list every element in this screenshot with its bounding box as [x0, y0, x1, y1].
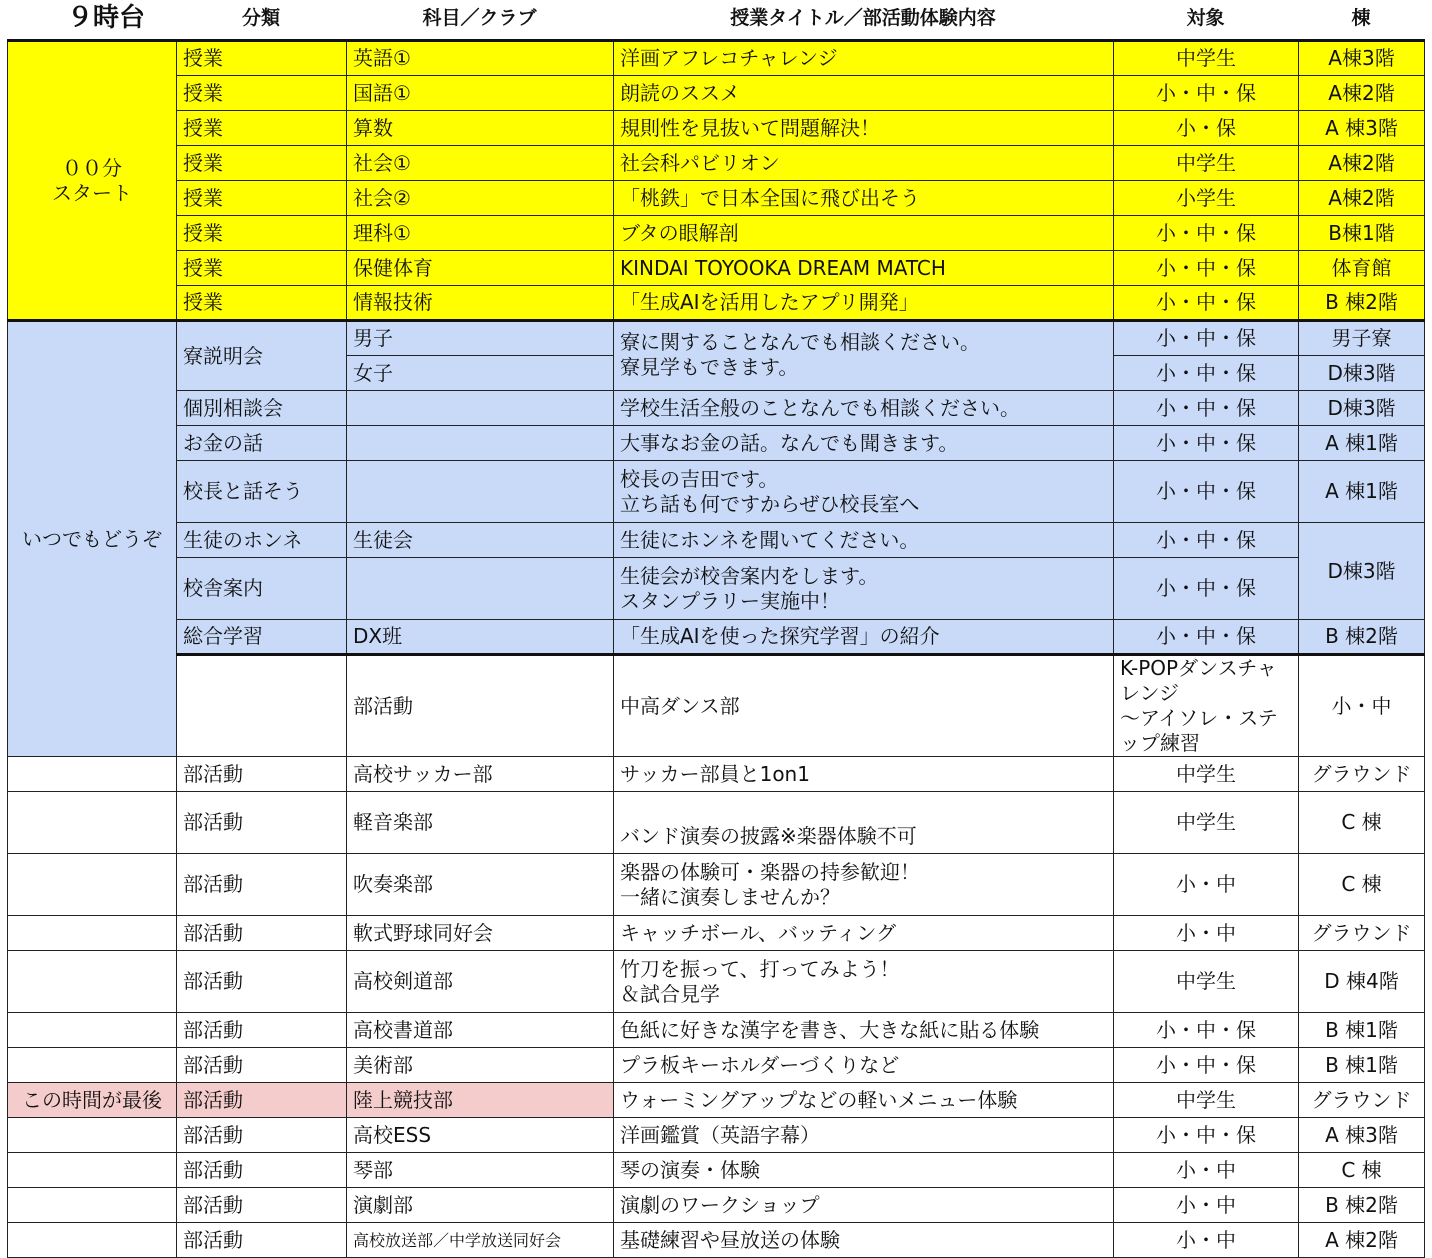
- building-cell: B 棟2階: [1299, 620, 1425, 655]
- category-cell: 校長と話そう: [177, 461, 347, 523]
- title-cell: 規則性を見抜いて問題解決！: [614, 111, 1114, 146]
- target-cell: 中学生: [1114, 757, 1299, 792]
- subject-cell: [347, 391, 614, 426]
- subject-cell: 保健体育: [347, 251, 614, 286]
- table-row: [8, 523, 1425, 558]
- category-cell: 部活動: [177, 1048, 347, 1083]
- building-cell: 体育館: [1299, 251, 1425, 286]
- subject-cell: DX班: [347, 620, 614, 655]
- title-cell: 洋画アフレコチャレンジ: [614, 41, 1114, 76]
- building-cell: A棟3階: [1299, 41, 1425, 76]
- target-cell: 小・中・保: [1114, 286, 1299, 321]
- building-cell: A 棟3階: [1299, 111, 1425, 146]
- group-label-cell: [8, 1223, 177, 1258]
- title-cell: プラ板キーホルダーづくりなど: [614, 1048, 1114, 1083]
- building-cell: グラウンド: [1299, 1083, 1425, 1118]
- subject-cell: 高校サッカー部: [347, 757, 614, 792]
- table-row: [8, 1048, 1425, 1083]
- category-cell: 総合学習: [177, 620, 347, 655]
- table-row: [8, 757, 1425, 792]
- category-cell: 部活動: [177, 1223, 347, 1258]
- category-cell: 部活動: [177, 1118, 347, 1153]
- table-row: [8, 426, 1425, 461]
- building-cell: D棟3階: [1299, 391, 1425, 426]
- subject-cell: [347, 558, 614, 620]
- category-cell: 部活動: [177, 1188, 347, 1223]
- table-row: [8, 391, 1425, 426]
- title-cell: 生徒会が校舎案内をします。 スタンプラリー実施中！: [614, 558, 1114, 620]
- category-cell: 部活動: [177, 1153, 347, 1188]
- building-cell: B 棟2階: [1299, 286, 1425, 321]
- target-cell: 中学生: [1114, 1083, 1299, 1118]
- target-cell: 小・中: [1114, 854, 1299, 916]
- subject-cell: 中高ダンス部: [614, 655, 1114, 757]
- subject-cell: [347, 461, 614, 523]
- title-cell: 生徒にホンネを聞いてください。: [614, 523, 1114, 558]
- table-row: [8, 461, 1425, 523]
- category-cell: 授業: [177, 41, 347, 76]
- target-cell: 小学生: [1114, 181, 1299, 216]
- col-header-category: 分類: [241, 7, 280, 29]
- category-cell: 部活動: [177, 854, 347, 916]
- table-row: [8, 146, 1425, 181]
- group-label-cell: [8, 1118, 177, 1153]
- group-label-cell: [177, 655, 347, 757]
- title-cell: ブタの眼解剖: [614, 216, 1114, 251]
- target-cell: 小・中: [1114, 1188, 1299, 1223]
- table-row: [8, 76, 1425, 111]
- category-cell: 授業: [177, 111, 347, 146]
- title-cell: 楽器の体験可・楽器の持参歓迎！ 一緒に演奏しませんか？: [614, 854, 1114, 916]
- title-cell: 校長の吉田です。 立ち話も何ですからぜひ校長室へ: [614, 461, 1114, 523]
- group-label-cell: [8, 854, 177, 916]
- table-row: [8, 620, 1425, 655]
- building-cell: グラウンド: [1299, 916, 1425, 951]
- category-cell: 寮説明会: [177, 321, 347, 391]
- target-cell: 小・中: [1114, 1223, 1299, 1258]
- target-cell: 小・中・保: [1114, 1118, 1299, 1153]
- subject-cell: 軽音楽部: [347, 792, 614, 854]
- title-cell: 「生成AIを活用したアプリ開発」: [614, 286, 1114, 321]
- title-cell: 朗読のススメ: [614, 76, 1114, 111]
- building-cell: 男子寮: [1299, 321, 1425, 356]
- table-row: [8, 558, 1425, 620]
- target-cell: 中学生: [1114, 146, 1299, 181]
- subject-cell: [347, 426, 614, 461]
- table-row: [8, 286, 1425, 321]
- title-cell: K-POPダンスチャレンジ 〜アイソレ・ステップ練習: [1114, 655, 1299, 757]
- table-row: [8, 1223, 1425, 1258]
- title-cell: 演劇のワークショップ: [614, 1188, 1114, 1223]
- table-row: [8, 41, 1425, 76]
- group-label-start: ００分 スタート: [8, 41, 177, 321]
- building-cell: B棟1階: [1299, 216, 1425, 251]
- target-cell: 小・中・保: [1114, 251, 1299, 286]
- building-cell: A 棟1階: [1299, 461, 1425, 523]
- building-cell: D 棟4階: [1299, 951, 1425, 1013]
- table-row: [8, 655, 1425, 757]
- building-cell: D棟3階: [1299, 523, 1425, 620]
- category-cell: 部活動: [177, 1013, 347, 1048]
- category-cell: 個別相談会: [177, 391, 347, 426]
- building-cell: B 棟1階: [1299, 1048, 1425, 1083]
- target-cell: 小・中・保: [1114, 620, 1299, 655]
- building-cell: A 棟2階: [1299, 1223, 1425, 1258]
- category-cell: 部活動: [177, 757, 347, 792]
- title-cell: 竹刀を振って、打ってみよう！ ＆試合見学: [614, 951, 1114, 1013]
- title-cell: 「生成AIを使った探究学習」の紹介: [614, 620, 1114, 655]
- subject-cell: 国語①: [347, 76, 614, 111]
- subject-cell: 理科①: [347, 216, 614, 251]
- table-row: [8, 1118, 1425, 1153]
- table-row: [8, 916, 1425, 951]
- subject-cell: 琴部: [347, 1153, 614, 1188]
- target-cell: 小・中・保: [1114, 461, 1299, 523]
- title-cell: 学校生活全般のことなんでも相談ください。: [614, 391, 1114, 426]
- subject-cell: 高校放送部／中学放送同好会: [347, 1223, 614, 1258]
- building-cell: C 棟: [1299, 1153, 1425, 1188]
- group-label-cell: [8, 757, 177, 792]
- building-cell: C 棟: [1299, 854, 1425, 916]
- subject-cell: 演劇部: [347, 1188, 614, 1223]
- last-time-label: この時間が最後: [8, 1083, 177, 1118]
- subject-cell: 男子: [347, 321, 614, 356]
- col-header-title: 授業タイトル／部活動体験内容: [730, 7, 996, 29]
- time-slot-title: ９時台: [66, 3, 145, 33]
- subject-cell: 生徒会: [347, 523, 614, 558]
- group-label-cell: [8, 1048, 177, 1083]
- target-cell: 小・中・保: [1114, 321, 1299, 356]
- target-cell: 小・中・保: [1114, 1013, 1299, 1048]
- title-cell: 社会科パビリオン: [614, 146, 1114, 181]
- title-cell: ウォーミングアップなどの軽いメニュー体験: [614, 1083, 1114, 1118]
- table-row: [8, 1083, 1425, 1118]
- building-cell: A 棟1階: [1299, 426, 1425, 461]
- building-cell: A棟2階: [1299, 76, 1425, 111]
- table-row: [8, 181, 1425, 216]
- category-cell: 部活動: [177, 1083, 347, 1118]
- col-header-subject: 科目／クラブ: [422, 7, 537, 29]
- subject-cell: 算数: [347, 111, 614, 146]
- group-label-cell: [8, 916, 177, 951]
- category-cell: 授業: [177, 251, 347, 286]
- building-cell: B 棟1階: [1299, 1013, 1425, 1048]
- table-header: [0, 0, 1432, 38]
- target-cell: 小・中・保: [1114, 391, 1299, 426]
- title-cell: キャッチボール、バッティング: [614, 916, 1114, 951]
- title-cell: 大事なお金の話。なんでも聞きます。: [614, 426, 1114, 461]
- target-cell: 小・中: [1299, 655, 1425, 757]
- subject-cell: 社会①: [347, 146, 614, 181]
- subject-cell: 女子: [347, 356, 614, 391]
- building-cell: A棟2階: [1299, 181, 1425, 216]
- category-cell: 授業: [177, 286, 347, 321]
- target-cell: 小・保: [1114, 111, 1299, 146]
- category-cell: 生徒のホンネ: [177, 523, 347, 558]
- table-row: [8, 951, 1425, 1013]
- category-cell: 授業: [177, 181, 347, 216]
- table-row: [8, 1188, 1425, 1223]
- target-cell: 小・中・保: [1114, 216, 1299, 251]
- category-cell: お金の話: [177, 426, 347, 461]
- target-cell: 小・中: [1114, 916, 1299, 951]
- table-row: [8, 1153, 1425, 1188]
- target-cell: 小・中・保: [1114, 426, 1299, 461]
- group-label-anytime: いつでもどうぞ: [8, 321, 177, 757]
- subject-cell: 高校ESS: [347, 1118, 614, 1153]
- subject-cell: 吹奏楽部: [347, 854, 614, 916]
- category-cell: 部活動: [177, 951, 347, 1013]
- title-cell: 琴の演奏・体験: [614, 1153, 1114, 1188]
- col-header-building: 棟: [1351, 7, 1371, 29]
- table-row: [8, 1013, 1425, 1048]
- group-label-cell: [8, 1013, 177, 1048]
- subject-cell: 英語①: [347, 41, 614, 76]
- col-header-target: 対象: [1186, 7, 1225, 29]
- target-cell: 小・中: [1114, 1153, 1299, 1188]
- building-cell: B 棟2階: [1299, 1188, 1425, 1223]
- title-cell: 基礎練習や昼放送の体験: [614, 1223, 1114, 1258]
- building-cell: A棟2階: [1299, 146, 1425, 181]
- category-cell: 部活動: [347, 655, 614, 757]
- building-cell: D棟3階: [1299, 356, 1425, 391]
- target-cell: 小・中・保: [1114, 1048, 1299, 1083]
- subject-cell: 軟式野球同好会: [347, 916, 614, 951]
- table-row: [8, 251, 1425, 286]
- subject-cell: 美術部: [347, 1048, 614, 1083]
- target-cell: 小・中・保: [1114, 523, 1299, 558]
- category-cell: 授業: [177, 216, 347, 251]
- target-cell: 小・中・保: [1114, 558, 1299, 620]
- target-cell: 中学生: [1114, 792, 1299, 854]
- category-cell: 部活動: [177, 792, 347, 854]
- subject-cell: 高校書道部: [347, 1013, 614, 1048]
- table-row: [8, 216, 1425, 251]
- building-cell: C 棟: [1299, 792, 1425, 854]
- table-row: [8, 321, 1425, 356]
- target-cell: 小・中・保: [1114, 76, 1299, 111]
- title-cell: 色紙に好きな漢字を書き、大きな紙に貼る体験: [614, 1013, 1114, 1048]
- title-cell: KINDAI TOYOOKA DREAM MATCH: [614, 251, 1114, 286]
- group-label-cell: [8, 1188, 177, 1223]
- title-cell: バンド演奏の披露※楽器体験不可: [614, 792, 1114, 854]
- group-label-cell: [8, 951, 177, 1013]
- subject-cell: 高校剣道部: [347, 951, 614, 1013]
- title-cell: 寮に関することなんでも相談ください。 寮見学もできます。: [614, 321, 1114, 391]
- table-row: [8, 111, 1425, 146]
- target-cell: 中学生: [1114, 951, 1299, 1013]
- subject-cell: 情報技術: [347, 286, 614, 321]
- table-row: [8, 792, 1425, 854]
- target-cell: 中学生: [1114, 41, 1299, 76]
- category-cell: 校舎案内: [177, 558, 347, 620]
- title-cell: サッカー部員と1on1: [614, 757, 1114, 792]
- category-cell: 授業: [177, 76, 347, 111]
- building-cell: A 棟3階: [1299, 1118, 1425, 1153]
- target-cell: 小・中・保: [1114, 356, 1299, 391]
- category-cell: 授業: [177, 146, 347, 181]
- category-cell: 部活動: [177, 916, 347, 951]
- group-label-cell: [8, 792, 177, 854]
- title-cell: 「桃鉄」で日本全国に飛び出そう: [614, 181, 1114, 216]
- title-cell: 洋画鑑賞（英語字幕）: [614, 1118, 1114, 1153]
- group-label-cell: [8, 1153, 177, 1188]
- subject-cell: 社会②: [347, 181, 614, 216]
- building-cell: グラウンド: [1299, 757, 1425, 792]
- table-row: [8, 854, 1425, 916]
- schedule-table: [7, 39, 1425, 1258]
- subject-cell: 陸上競技部: [347, 1083, 614, 1118]
